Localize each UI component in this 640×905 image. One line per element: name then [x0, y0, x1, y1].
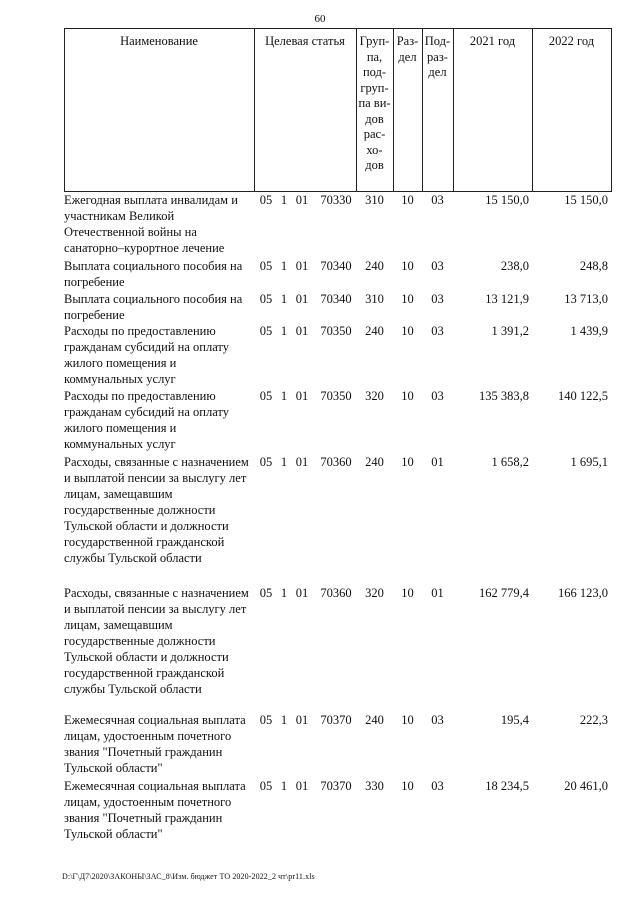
- row-section: 10: [401, 193, 414, 207]
- row-code-program: 05: [259, 292, 273, 306]
- row-code-direction: 70370: [320, 779, 352, 793]
- row-2021: 135 383,8: [479, 389, 529, 403]
- file-path-footer: D:\Г\Д7\2020\ЗАКОНЫ\ЗАС_8\Изм. бюджет ТО 2020-2022_2 чт\pr11.xls: [62, 872, 315, 881]
- row-group: 240: [365, 455, 384, 469]
- row-code-type: 1: [280, 586, 288, 600]
- row-code-direction: 70360: [320, 586, 352, 600]
- header-subsection: Под- раз- дел: [424, 34, 451, 79]
- row-group: 330: [365, 779, 384, 793]
- row-2021: 13 121,9: [485, 292, 529, 306]
- row-group: 240: [365, 713, 384, 727]
- row-section: 10: [401, 455, 414, 469]
- row-name: Расходы по предоставлению гражданам субсидий на оплату жилого помещения и коммунальных услуг: [64, 389, 229, 451]
- row-2022: 13 713,0: [564, 292, 608, 306]
- row-code-direction: 70340: [320, 292, 352, 306]
- row-code-direction: 70360: [320, 455, 352, 469]
- row-2022: 222,3: [579, 713, 608, 727]
- row-2022: 1 439,9: [570, 324, 608, 338]
- row-code-program: 05: [259, 586, 273, 600]
- row-code-direction: 70350: [320, 389, 352, 403]
- row-group: 240: [365, 259, 384, 273]
- row-code-type: 1: [280, 259, 288, 273]
- row-section: 10: [401, 779, 414, 793]
- row-name: Расходы по предоставлению гражданам субсидий на оплату жилого помещения и коммунальных услуг: [64, 324, 229, 386]
- row-name: Выплата социального пособия на погребение: [64, 259, 243, 289]
- row-2021: 1 391,2: [491, 324, 529, 338]
- row-name: Выплата социального пособия на погребение: [64, 292, 243, 322]
- row-code-type: 1: [280, 324, 288, 338]
- row-2022: 15 150,0: [564, 193, 608, 207]
- row-code-program: 05: [259, 455, 273, 469]
- row-section: 10: [401, 713, 414, 727]
- header-section: Раз- дел: [396, 34, 419, 64]
- row-code-program: 05: [259, 324, 273, 338]
- row-section: 10: [401, 324, 414, 338]
- row-code-type: 1: [280, 713, 288, 727]
- row-code-type: 1: [280, 455, 288, 469]
- row-subsection: 03: [431, 259, 444, 273]
- row-code-program: 05: [259, 259, 273, 273]
- row-2021: 195,4: [500, 713, 529, 727]
- row-section: 10: [401, 292, 414, 306]
- row-code-direction: 70330: [320, 193, 352, 207]
- row-code-type: 1: [280, 292, 288, 306]
- row-subsection: 03: [431, 713, 444, 727]
- row-group: 310: [365, 292, 384, 306]
- row-group: 240: [365, 324, 384, 338]
- row-code-program: 05: [259, 713, 273, 727]
- header-2021: 2021 год: [469, 34, 516, 48]
- row-group: 320: [365, 389, 384, 403]
- row-2021: 162 779,4: [479, 586, 529, 600]
- row-code-direction: 70370: [320, 713, 352, 727]
- row-code-sub: 01: [295, 389, 309, 403]
- row-2021: 18 234,5: [485, 779, 529, 793]
- row-subsection: 03: [431, 292, 444, 306]
- row-code-program: 05: [259, 193, 273, 207]
- row-subsection: 03: [431, 193, 444, 207]
- row-code-sub: 01: [295, 259, 309, 273]
- row-code-program: 05: [259, 779, 273, 793]
- row-subsection: 01: [431, 455, 444, 469]
- row-code-direction: 70350: [320, 324, 352, 338]
- row-2021: 1 658,2: [491, 455, 529, 469]
- row-code-sub: 01: [295, 586, 309, 600]
- page-number: 60: [314, 13, 326, 25]
- row-name: Расходы, связанные с назначением и выплатой пенсии за выслугу лет лицам, замещавшим государственные должности Тульской области и должности государственной гражданской службы Тульской области: [64, 455, 249, 565]
- row-name: Ежемесячная социальная выплата лицам, удостоенным почетного звания "Почетный гражданин Тульской области": [64, 713, 246, 775]
- row-code-sub: 01: [295, 193, 309, 207]
- row-section: 10: [401, 259, 414, 273]
- row-name: Ежемесячная социальная выплата лицам, удостоенным почетного звания "Почетный гражданин Тульской области": [64, 779, 246, 841]
- header-expense-group: Груп- па, под- груп- па ви- дов рас- хо- дов: [358, 34, 391, 172]
- row-2022: 20 461,0: [564, 779, 608, 793]
- row-name: Ежегодная выплата инвалидам и участникам Великой Отечественной войны на санаторно–курортное лечение: [64, 193, 238, 255]
- header-target-article: Целевая статья: [265, 34, 345, 48]
- row-subsection: 03: [431, 324, 444, 338]
- row-code-direction: 70340: [320, 259, 352, 273]
- row-name: Расходы, связанные с назначением и выплатой пенсии за выслугу лет лицам, замещавшим государственные должности Тульской области и должности государственной гражданской службы Тульской области: [64, 586, 249, 696]
- row-code-program: 05: [259, 389, 273, 403]
- row-group: 320: [365, 586, 384, 600]
- header-2022: 2022 год: [548, 34, 595, 48]
- row-2022: 166 123,0: [558, 586, 608, 600]
- row-2022: 1 695,1: [570, 455, 608, 469]
- row-code-sub: 01: [295, 455, 309, 469]
- row-subsection: 03: [431, 779, 444, 793]
- row-code-type: 1: [280, 193, 288, 207]
- row-code-type: 1: [280, 779, 288, 793]
- table-header: [64, 28, 612, 192]
- row-code-type: 1: [280, 389, 288, 403]
- row-code-sub: 01: [295, 779, 309, 793]
- row-code-sub: 01: [295, 292, 309, 306]
- row-2021: 238,0: [500, 259, 529, 273]
- row-subsection: 01: [431, 586, 444, 600]
- row-subsection: 03: [431, 389, 444, 403]
- row-group: 310: [365, 193, 384, 207]
- row-2022: 248,8: [579, 259, 608, 273]
- row-2022: 140 122,5: [558, 389, 608, 403]
- header-name: Наименование: [120, 34, 198, 48]
- row-2021: 15 150,0: [485, 193, 529, 207]
- row-code-sub: 01: [295, 713, 309, 727]
- row-code-sub: 01: [295, 324, 309, 338]
- row-section: 10: [401, 586, 414, 600]
- row-section: 10: [401, 389, 414, 403]
